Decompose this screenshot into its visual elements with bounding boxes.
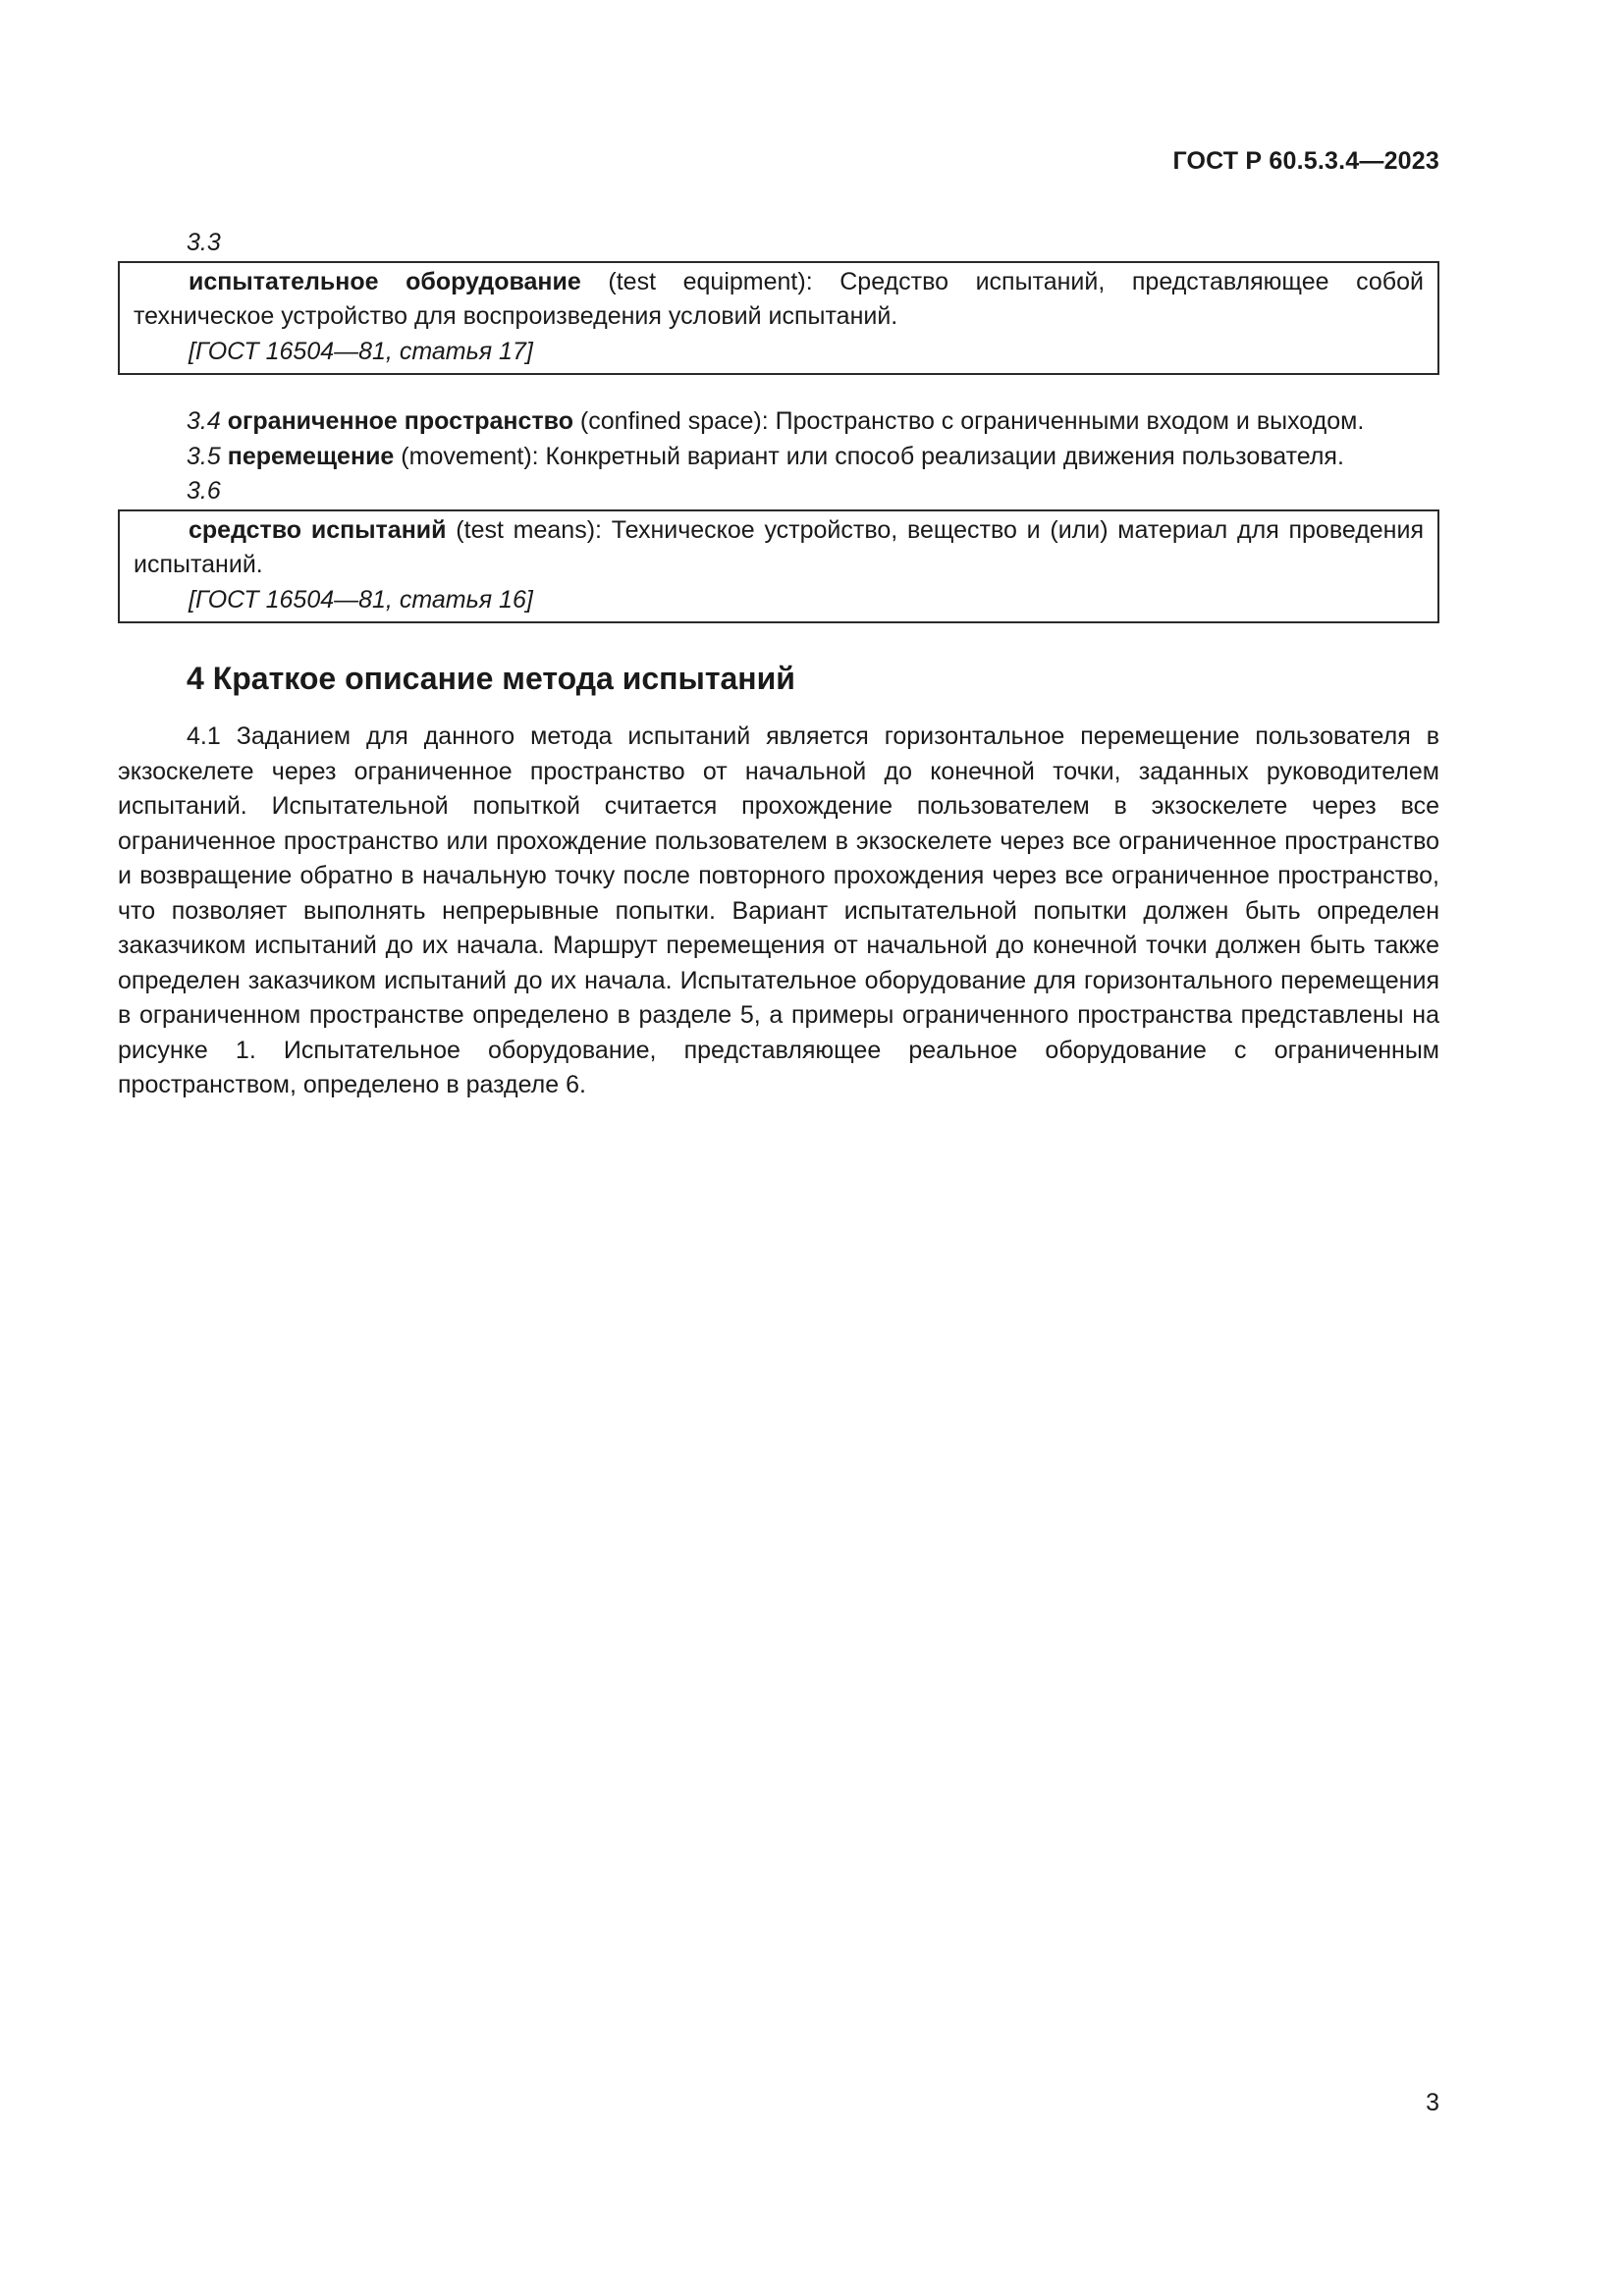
term-number-3-4: 3.4: [187, 407, 221, 435]
page-number: 3: [1426, 2089, 1439, 2116]
spacer: [118, 375, 1439, 404]
term-number-3-3: 3.3: [187, 229, 221, 256]
term-box-3-3: [118, 261, 1439, 376]
term-text-3-5: (movement): Конкретный вариант или способ реализации движения пользователя.: [394, 442, 1344, 470]
page-content: [118, 226, 1439, 1103]
term-text-3-4: (confined space): Пространство с ограниченными входом и выходом.: [572, 407, 1365, 435]
term-definition-3-6: [134, 513, 1424, 583]
term-name-3-6: средство испытаний: [189, 515, 447, 544]
paragraph-4-1: 4.1 Заданием для данного метода испытаний является горизонтальное перемещение пользователя в экзоскелете через ограниченное пространство от начальной до конечной точки, заданных руководителем испытаний. Испытательной попыткой считается прохождение пользователем в экзоскелете через все ограниченное пространство или прохождение пользователем в экзоскелете через все ограниченное пространство и возвращение обратно в начальную точку после повторного прохождения через все ограниченное пространство, что позволяет выполнять непрерывные попытки. Вариант испытательной попытки должен быть определен заказчиком испытаний до их начала. Маршрут перемещения от начальной до конечной точки должен быть также определен заказчиком испытаний до их начала. Испытательное оборудование для горизонтального перемещения в ограниченном пространстве определено в разделе 5, а примеры ограниченного пространства представлены на рисунке 1. Испытательное оборудование, представляющее реальное оборудование с ограниченным пространством, определено в разделе 6.: [118, 722, 1439, 1098]
section-heading-4: 4 Краткое описание метода испытаний: [187, 661, 795, 696]
term-number-3-6: 3.6: [187, 477, 221, 505]
term-text-3-3: (test equipment): Средство испытаний, представляющее собой техническое устройство для воспроизведения условий испытаний.: [134, 267, 1424, 330]
term-source-3-6: [ГОСТ 16504—81, статья 16]: [189, 585, 533, 614]
term-name-3-3: испытательное оборудование: [189, 267, 581, 295]
running-header-standard-code: ГОСТ Р 60.5.3.4—2023: [1172, 147, 1439, 175]
term-name-3-5: перемещение: [227, 442, 395, 470]
term-number-3-5: 3.5: [187, 442, 221, 470]
term-source-3-3: [ГОСТ 16504—81, статья 17]: [189, 337, 533, 365]
term-text-3-6: (test means): Техническое устройство, вещество и (или) материал для проведения испытаний.: [134, 515, 1424, 578]
term-definition-3-3: [134, 265, 1424, 335]
term-definition-3-4: [118, 404, 1439, 440]
term-box-3-6: [118, 509, 1439, 624]
term-name-3-4: ограниченное пространство: [227, 407, 573, 435]
term-definition-3-5: [118, 440, 1439, 475]
